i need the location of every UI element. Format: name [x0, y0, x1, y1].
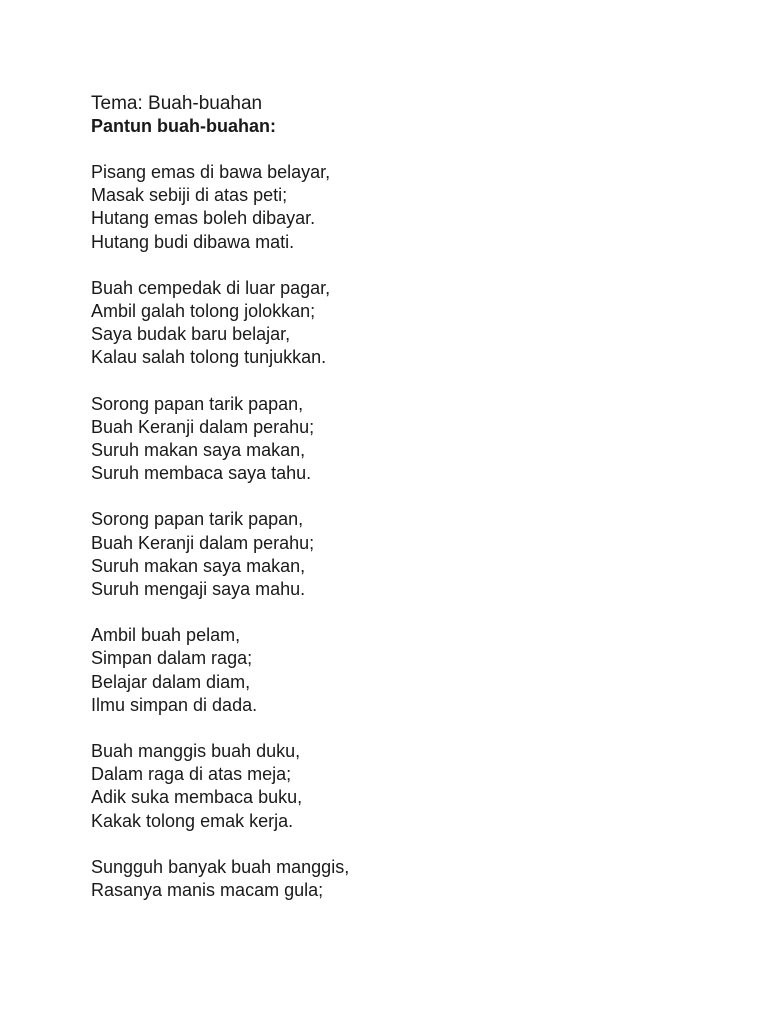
- document-title: Tema: Buah-buahan: [91, 93, 263, 114]
- poem-line: Ambil galah tolong jolokkan;: [91, 301, 316, 322]
- stanza: [91, 277, 731, 370]
- poem-line: Sorong papan tarik papan,: [91, 393, 304, 414]
- poem-line: Kalau salah tolong tunjukkan.: [91, 347, 327, 368]
- stanza: [91, 161, 731, 254]
- poem-line: Suruh membaca saya tahu.: [91, 463, 312, 484]
- poem-line: Suruh makan saya makan,: [91, 555, 306, 576]
- poem-line: Buah Keranji dalam perahu;: [91, 416, 315, 437]
- document-page: [91, 92, 731, 925]
- poem-line: Masak sebiji di atas peti;: [91, 185, 288, 206]
- stanza: [91, 508, 731, 601]
- poem-line: Saya budak baru belajar,: [91, 324, 291, 345]
- poem-line: Suruh makan saya makan,: [91, 440, 306, 461]
- poem-line: Buah cempedak di luar pagar,: [91, 277, 331, 298]
- poem-line: Kakak tolong emak kerja.: [91, 810, 294, 831]
- poem-line: Belajar dalam diam,: [91, 671, 251, 692]
- poem-line: Hutang budi dibawa mati.: [91, 231, 295, 252]
- poem-line: Dalam raga di atas meja;: [91, 764, 292, 785]
- stanza: [91, 856, 731, 902]
- poem-line: Adik suka membaca buku,: [91, 787, 303, 808]
- poem-line: Ambil buah pelam,: [91, 625, 241, 646]
- poem-line: Hutang emas boleh dibayar.: [91, 208, 316, 229]
- poem-line: Ilmu simpan di dada.: [91, 694, 258, 715]
- poem-line: Buah manggis buah duku,: [91, 741, 301, 762]
- poem-line: Rasanya manis macam gula;: [91, 880, 324, 901]
- poem-line: Buah Keranji dalam perahu;: [91, 532, 315, 553]
- stanza: [91, 740, 731, 833]
- stanza: [91, 393, 731, 486]
- poem-line: Simpan dalam raga;: [91, 648, 253, 669]
- document-subtitle: Pantun buah-buahan:: [91, 116, 276, 136]
- poem-line: Suruh mengaji saya mahu.: [91, 579, 306, 600]
- poem-line: Pisang emas di bawa belayar,: [91, 162, 331, 182]
- poem-line: Sungguh banyak buah manggis,: [91, 856, 350, 877]
- stanza: [91, 624, 731, 717]
- poem-line: Sorong papan tarik papan,: [91, 509, 304, 530]
